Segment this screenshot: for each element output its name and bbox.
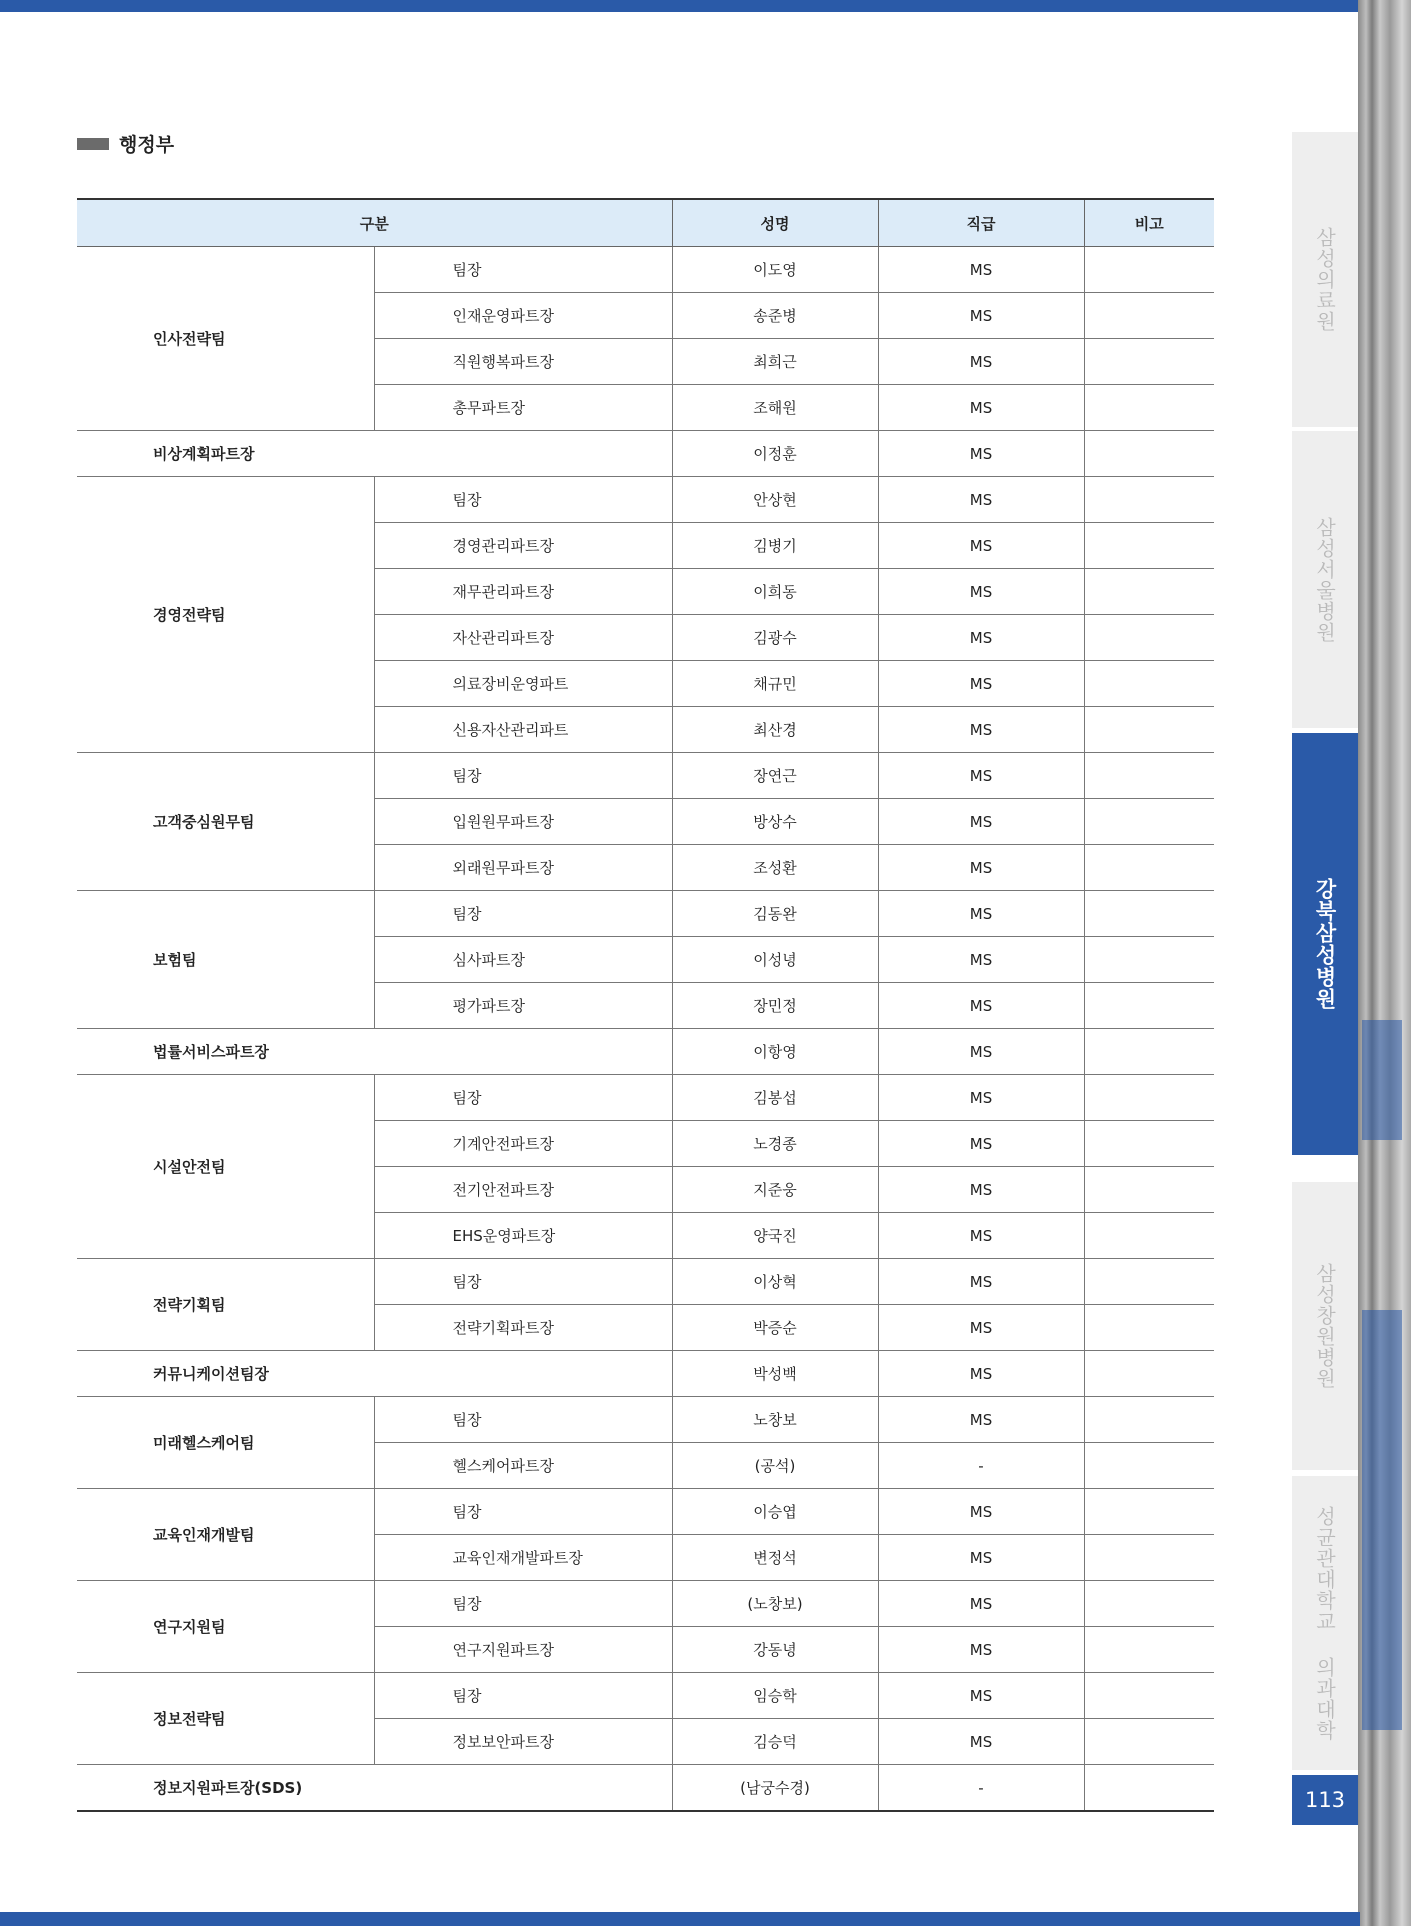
rank-cell: MS bbox=[878, 937, 1084, 983]
role-cell: 교육인재개발파트장 bbox=[374, 1535, 672, 1581]
role-cell: 직원행복파트장 bbox=[374, 339, 672, 385]
rank-cell: - bbox=[878, 1765, 1084, 1812]
name-cell: 노경종 bbox=[672, 1121, 878, 1167]
name-cell: (공석) bbox=[672, 1443, 878, 1489]
role-cell: 전기안전파트장 bbox=[374, 1167, 672, 1213]
role-cell: 정보보안파트장 bbox=[374, 1719, 672, 1765]
name-cell: 이승엽 bbox=[672, 1489, 878, 1535]
spine-blue-edge bbox=[1362, 1020, 1402, 1140]
page-number: 113 bbox=[1292, 1775, 1358, 1825]
team-cell: 법률서비스파트장 bbox=[77, 1029, 672, 1075]
role-cell: 신용자산관리파트 bbox=[374, 707, 672, 753]
header-name: 성명 bbox=[672, 199, 878, 247]
role-cell: 자산관리파트장 bbox=[374, 615, 672, 661]
top-border-bar bbox=[0, 0, 1360, 12]
note-cell bbox=[1084, 1397, 1214, 1443]
section-title: 행정부 bbox=[119, 134, 175, 156]
team-cell: 전략기획팀 bbox=[77, 1259, 374, 1351]
table-row bbox=[77, 1397, 1214, 1443]
role-cell: 팀장 bbox=[374, 247, 672, 293]
team-cell: 연구지원팀 bbox=[77, 1581, 374, 1673]
side-tab[interactable] bbox=[1292, 1476, 1358, 1770]
note-cell bbox=[1084, 477, 1214, 523]
name-cell: 김광수 bbox=[672, 615, 878, 661]
name-cell: 장민정 bbox=[672, 983, 878, 1029]
table-row bbox=[77, 431, 1214, 477]
name-cell: 지준웅 bbox=[672, 1167, 878, 1213]
role-cell: 전략기획파트장 bbox=[374, 1305, 672, 1351]
note-cell bbox=[1084, 385, 1214, 431]
role-cell: 팀장 bbox=[374, 1259, 672, 1305]
role-cell: 팀장 bbox=[374, 1075, 672, 1121]
rank-cell: MS bbox=[878, 707, 1084, 753]
table-row bbox=[77, 753, 1214, 799]
table-row bbox=[77, 1259, 1214, 1305]
name-cell: 변정석 bbox=[672, 1535, 878, 1581]
note-cell bbox=[1084, 615, 1214, 661]
team-cell: 인사전략팀 bbox=[77, 247, 374, 431]
rank-cell: MS bbox=[878, 891, 1084, 937]
side-tab[interactable] bbox=[1292, 132, 1358, 427]
team-cell: 정보전략팀 bbox=[77, 1673, 374, 1765]
side-tab-label: 강북삼성병원 bbox=[1313, 878, 1337, 1010]
name-cell: 최산경 bbox=[672, 707, 878, 753]
name-cell: 장연근 bbox=[672, 753, 878, 799]
role-cell: 총무파트장 bbox=[374, 385, 672, 431]
name-cell: 임승학 bbox=[672, 1673, 878, 1719]
note-cell bbox=[1084, 707, 1214, 753]
name-cell: 박성백 bbox=[672, 1351, 878, 1397]
note-cell bbox=[1084, 983, 1214, 1029]
staff-table bbox=[77, 198, 1214, 1812]
name-cell: 방상수 bbox=[672, 799, 878, 845]
rank-cell: MS bbox=[878, 477, 1084, 523]
name-cell: 송준병 bbox=[672, 293, 878, 339]
role-cell: 외래원무파트장 bbox=[374, 845, 672, 891]
name-cell: 이상혁 bbox=[672, 1259, 878, 1305]
note-cell bbox=[1084, 799, 1214, 845]
section-marker-icon bbox=[77, 138, 109, 150]
rank-cell: MS bbox=[878, 1581, 1084, 1627]
header-rank: 직급 bbox=[878, 199, 1084, 247]
team-cell: 교육인재개발팀 bbox=[77, 1489, 374, 1581]
note-cell bbox=[1084, 1765, 1214, 1812]
role-cell: 팀장 bbox=[374, 1581, 672, 1627]
note-cell bbox=[1084, 1627, 1214, 1673]
rank-cell: - bbox=[878, 1443, 1084, 1489]
note-cell bbox=[1084, 1259, 1214, 1305]
rank-cell: MS bbox=[878, 1351, 1084, 1397]
rank-cell: MS bbox=[878, 569, 1084, 615]
name-cell: 김병기 bbox=[672, 523, 878, 569]
rank-cell: MS bbox=[878, 983, 1084, 1029]
rank-cell: MS bbox=[878, 1259, 1084, 1305]
rank-cell: MS bbox=[878, 1489, 1084, 1535]
rank-cell: MS bbox=[878, 293, 1084, 339]
table-row bbox=[77, 1765, 1214, 1812]
note-cell bbox=[1084, 1213, 1214, 1259]
table-row bbox=[77, 1351, 1214, 1397]
name-cell: 조해원 bbox=[672, 385, 878, 431]
side-tab[interactable] bbox=[1292, 733, 1358, 1155]
rank-cell: MS bbox=[878, 1075, 1084, 1121]
note-cell bbox=[1084, 1581, 1214, 1627]
role-cell: 인재운영파트장 bbox=[374, 293, 672, 339]
role-cell: 팀장 bbox=[374, 753, 672, 799]
rank-cell: MS bbox=[878, 385, 1084, 431]
name-cell: 김봉섭 bbox=[672, 1075, 878, 1121]
note-cell bbox=[1084, 1305, 1214, 1351]
rank-cell: MS bbox=[878, 1535, 1084, 1581]
note-cell bbox=[1084, 339, 1214, 385]
table-row bbox=[77, 1029, 1214, 1075]
rank-cell: MS bbox=[878, 247, 1084, 293]
note-cell bbox=[1084, 293, 1214, 339]
note-cell bbox=[1084, 937, 1214, 983]
table-row bbox=[77, 477, 1214, 523]
side-tab[interactable] bbox=[1292, 1182, 1358, 1470]
rank-cell: MS bbox=[878, 1719, 1084, 1765]
note-cell bbox=[1084, 1029, 1214, 1075]
table-row bbox=[77, 891, 1214, 937]
table-body bbox=[77, 247, 1214, 1812]
role-cell: 심사파트장 bbox=[374, 937, 672, 983]
team-cell: 시설안전팀 bbox=[77, 1075, 374, 1259]
note-cell bbox=[1084, 1719, 1214, 1765]
note-cell bbox=[1084, 1443, 1214, 1489]
name-cell: 김승덕 bbox=[672, 1719, 878, 1765]
name-cell: 강동녕 bbox=[672, 1627, 878, 1673]
role-cell: 팀장 bbox=[374, 1489, 672, 1535]
rank-cell: MS bbox=[878, 799, 1084, 845]
rank-cell: MS bbox=[878, 845, 1084, 891]
note-cell bbox=[1084, 569, 1214, 615]
note-cell bbox=[1084, 1075, 1214, 1121]
rank-cell: MS bbox=[878, 1167, 1084, 1213]
note-cell bbox=[1084, 431, 1214, 477]
rank-cell: MS bbox=[878, 1627, 1084, 1673]
team-cell: 정보지원파트장(SDS) bbox=[153, 1779, 303, 1797]
name-cell: 이성녕 bbox=[672, 937, 878, 983]
side-tab-label: 삼성의료원 bbox=[1312, 227, 1337, 332]
role-cell: 입원원무파트장 bbox=[374, 799, 672, 845]
rank-cell: MS bbox=[878, 339, 1084, 385]
note-cell bbox=[1084, 1489, 1214, 1535]
role-cell: EHS운영파트장 bbox=[374, 1213, 672, 1259]
side-tab-label: 성균관대학교 의과대학 bbox=[1312, 1505, 1337, 1741]
note-cell bbox=[1084, 1535, 1214, 1581]
side-tab-label: 삼성창원병원 bbox=[1312, 1263, 1337, 1389]
note-cell bbox=[1084, 1167, 1214, 1213]
role-cell: 재무관리파트장 bbox=[374, 569, 672, 615]
table-row bbox=[77, 1581, 1214, 1627]
rank-cell: MS bbox=[878, 615, 1084, 661]
table-header-row bbox=[77, 199, 1214, 247]
role-cell: 팀장 bbox=[374, 1673, 672, 1719]
name-cell: 채규민 bbox=[672, 661, 878, 707]
section-heading bbox=[77, 130, 174, 157]
note-cell bbox=[1084, 1121, 1214, 1167]
team-cell: 고객중심원무팀 bbox=[77, 753, 374, 891]
rank-cell: MS bbox=[878, 753, 1084, 799]
role-cell: 경영관리파트장 bbox=[374, 523, 672, 569]
team-cell: 커뮤니케이션팀장 bbox=[77, 1351, 672, 1397]
side-tab-label: 삼성서울병원 bbox=[1312, 516, 1337, 643]
name-cell: 노창보 bbox=[672, 1397, 878, 1443]
name-cell: 이희동 bbox=[672, 569, 878, 615]
name-cell: 조성환 bbox=[672, 845, 878, 891]
name-cell: 안상현 bbox=[672, 477, 878, 523]
name-cell: (남궁수경) bbox=[672, 1765, 878, 1812]
team-cell: 미래헬스케어팀 bbox=[77, 1397, 374, 1489]
note-cell bbox=[1084, 1351, 1214, 1397]
name-cell: 이도영 bbox=[672, 247, 878, 293]
role-cell: 기계안전파트장 bbox=[374, 1121, 672, 1167]
role-cell: 평가파트장 bbox=[374, 983, 672, 1029]
role-cell: 헬스케어파트장 bbox=[374, 1443, 672, 1489]
note-cell bbox=[1084, 1673, 1214, 1719]
rank-cell: MS bbox=[878, 1213, 1084, 1259]
table-row bbox=[77, 1075, 1214, 1121]
role-cell: 팀장 bbox=[374, 477, 672, 523]
rank-cell: MS bbox=[878, 1673, 1084, 1719]
header-category: 구분 bbox=[77, 199, 672, 247]
rank-cell: MS bbox=[878, 1397, 1084, 1443]
table-row bbox=[77, 1673, 1214, 1719]
team-cell: 경영전략팀 bbox=[77, 477, 374, 753]
team-cell: 보험팀 bbox=[77, 891, 374, 1029]
role-cell: 팀장 bbox=[374, 1397, 672, 1443]
rank-cell: MS bbox=[878, 1121, 1084, 1167]
table-row bbox=[77, 247, 1214, 293]
table-row bbox=[77, 1489, 1214, 1535]
note-cell bbox=[1084, 753, 1214, 799]
bottom-border-bar bbox=[0, 1912, 1360, 1926]
role-cell: 팀장 bbox=[374, 891, 672, 937]
team-cell: 비상계획파트장 bbox=[77, 431, 672, 477]
name-cell: 김동완 bbox=[672, 891, 878, 937]
note-cell bbox=[1084, 247, 1214, 293]
role-cell: 의료장비운영파트 bbox=[374, 661, 672, 707]
name-cell: 박증순 bbox=[672, 1305, 878, 1351]
role-cell: 연구지원파트장 bbox=[374, 1627, 672, 1673]
rank-cell: MS bbox=[878, 1029, 1084, 1075]
name-cell: 이항영 bbox=[672, 1029, 878, 1075]
name-cell: 양국진 bbox=[672, 1213, 878, 1259]
note-cell bbox=[1084, 845, 1214, 891]
rank-cell: MS bbox=[878, 431, 1084, 477]
rank-cell: MS bbox=[878, 661, 1084, 707]
header-note: 비고 bbox=[1084, 199, 1214, 247]
note-cell bbox=[1084, 891, 1214, 937]
spine-blue-edge bbox=[1362, 1310, 1402, 1730]
name-cell: 최희근 bbox=[672, 339, 878, 385]
side-tab[interactable] bbox=[1292, 431, 1358, 728]
rank-cell: MS bbox=[878, 523, 1084, 569]
note-cell bbox=[1084, 661, 1214, 707]
note-cell bbox=[1084, 523, 1214, 569]
name-cell: 이정훈 bbox=[672, 431, 878, 477]
name-cell: (노창보) bbox=[672, 1581, 878, 1627]
rank-cell: MS bbox=[878, 1305, 1084, 1351]
